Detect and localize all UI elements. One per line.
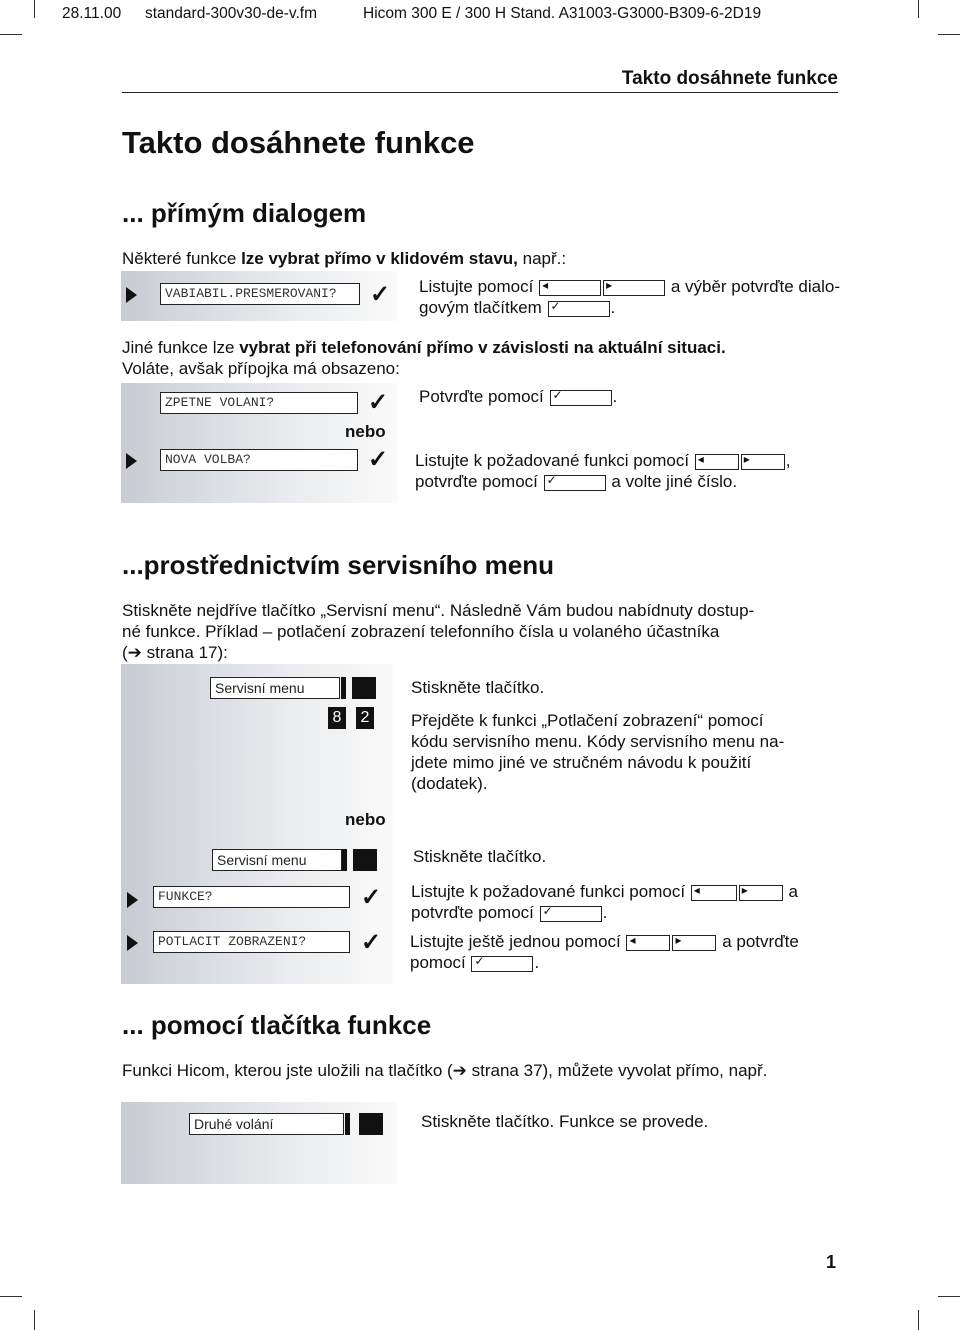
crop-mark [34, 1310, 35, 1330]
check-icon[interactable]: ✓ [370, 281, 391, 308]
step-text: Stiskněte tlačítko. [411, 678, 545, 697]
step-text: Listujte ještě jednou pomocí ◂ ▸ a potvrďte pomocí ✓ . [410, 932, 799, 972]
page-title: Takto dosáhnete funkce [122, 125, 475, 160]
scroll-right-key-icon: ▸ [672, 935, 716, 951]
service-menu-key[interactable] [352, 677, 376, 699]
instruction-text: Listujte k požadované funkci pomocí ◂ ▸ , potvrďte pomocí ✓ a volte jiné číslo. [415, 451, 791, 491]
display-field[interactable]: FUNKCE? [153, 886, 350, 908]
digit-key-2[interactable]: 2 [356, 707, 374, 729]
crop-mark [0, 34, 22, 35]
check-icon[interactable]: ✓ [368, 446, 389, 473]
scroll-right-key-icon: ▸ [739, 885, 783, 901]
pointer-arrow-icon [126, 287, 137, 303]
intro-text: Některé funkce lze vybrat přímo v klidovém stavu, např.: [122, 249, 567, 268]
key-bar [345, 1113, 350, 1135]
header-product: Hicom 300 E / 300 H Stand. A31003-G3000-B309-6-2D19 [363, 5, 762, 22]
section-heading-direct: ... přímým dialogem [122, 198, 367, 228]
confirm-key-icon: ✓ [540, 906, 602, 922]
section-heading-function-key: ... pomocí tlačítka funkce [122, 1010, 432, 1040]
key-bar [341, 677, 346, 699]
crop-mark [938, 1296, 960, 1297]
display-field[interactable]: NOVA VOLBA? [160, 449, 358, 471]
header-file: standard-300v30-de-v.fm [145, 5, 318, 22]
function-key[interactable] [359, 1113, 383, 1135]
check-icon[interactable]: ✓ [361, 929, 382, 956]
key-bar [342, 849, 347, 871]
instruction-text: Potvrďte pomocí ✓ . [419, 387, 618, 406]
scroll-left-key-icon: ◂ [695, 454, 739, 470]
step-text: Stiskněte tlačítko. [413, 847, 547, 866]
step-text: Přejděte k funkci „Potlačení zobrazení“ pomocí kódu servisního menu. Kódy servisního menu na- jdete mimo jiné ve stručném návodu k použití (dodatek). [411, 711, 785, 793]
service-menu-key-label[interactable]: Servisní menu [210, 677, 340, 699]
confirm-key-icon: ✓ [471, 956, 533, 972]
crop-mark [0, 1296, 22, 1297]
service-menu-key-label[interactable]: Servisní menu [212, 849, 342, 871]
header-rule [122, 92, 838, 93]
scroll-left-key-icon: ◂ [691, 885, 737, 901]
step-text: Stiskněte tlačítko. Funkce se provede. [421, 1112, 709, 1131]
pointer-arrow-icon [126, 453, 137, 469]
display-field[interactable]: VABIABIL.PRESMEROVANI? [160, 283, 360, 305]
or-label: nebo [345, 810, 386, 829]
step-text: Listujte k požadované funkci pomocí ◂ ▸ a potvrďte pomocí ✓ . [411, 882, 798, 922]
running-title: Takto dosáhnete funkce [621, 68, 838, 89]
crop-mark [918, 1310, 919, 1330]
scroll-right-key-icon: ▸ [741, 454, 785, 470]
crop-mark [938, 34, 960, 35]
scroll-left-key-icon: ◂ [626, 935, 670, 951]
crop-mark [918, 0, 919, 18]
display-field[interactable]: POTLACIT ZOBRAZENI? [153, 931, 350, 953]
or-label: nebo [345, 422, 386, 441]
confirm-key-icon: ✓ [548, 301, 610, 317]
confirm-key-icon: ✓ [550, 390, 612, 406]
paragraph-text: Funkci Hicom, kterou jste uložili na tlačítko (➔ strana 37), můžete vyvolat přímo, např. [122, 1061, 768, 1080]
scroll-right-key-icon: ▸ [603, 280, 665, 296]
service-menu-key[interactable] [353, 849, 377, 871]
paragraph-text: Jiné funkce lze vybrat při telefonování přímo v závislosti na aktuální situaci. Voláte, avšak přípojka má obsazeno: [122, 338, 726, 378]
confirm-key-icon: ✓ [544, 475, 606, 491]
page-number: 1 [825, 1252, 836, 1272]
instruction-text: Listujte pomocí ◂ ▸ a výběr potvrďte dialo- govým tlačítkem ✓ . [419, 277, 841, 317]
scroll-left-key-icon: ◂ [539, 280, 601, 296]
crop-mark [34, 0, 35, 18]
check-icon[interactable]: ✓ [361, 884, 382, 911]
paragraph-text: Stiskněte nejdříve tlačítko „Servisní menu“. Následně Vám budou nabídnuty dostup- né funkce. Příklad – potlačení zobrazení telefonního čísla u volaného účastníka (➔ strana 17): [122, 601, 755, 662]
header-date: 28.11.00 [62, 5, 122, 22]
function-key-label[interactable]: Druhé volání [189, 1113, 344, 1135]
digit-key-8[interactable]: 8 [328, 707, 346, 729]
display-field[interactable]: ZPETNE VOLANI? [160, 392, 358, 414]
check-icon[interactable]: ✓ [368, 389, 389, 416]
section-heading-service-menu: ...prostřednictvím servisního menu [122, 550, 554, 580]
pointer-arrow-icon [127, 892, 138, 908]
pointer-arrow-icon [127, 935, 138, 951]
